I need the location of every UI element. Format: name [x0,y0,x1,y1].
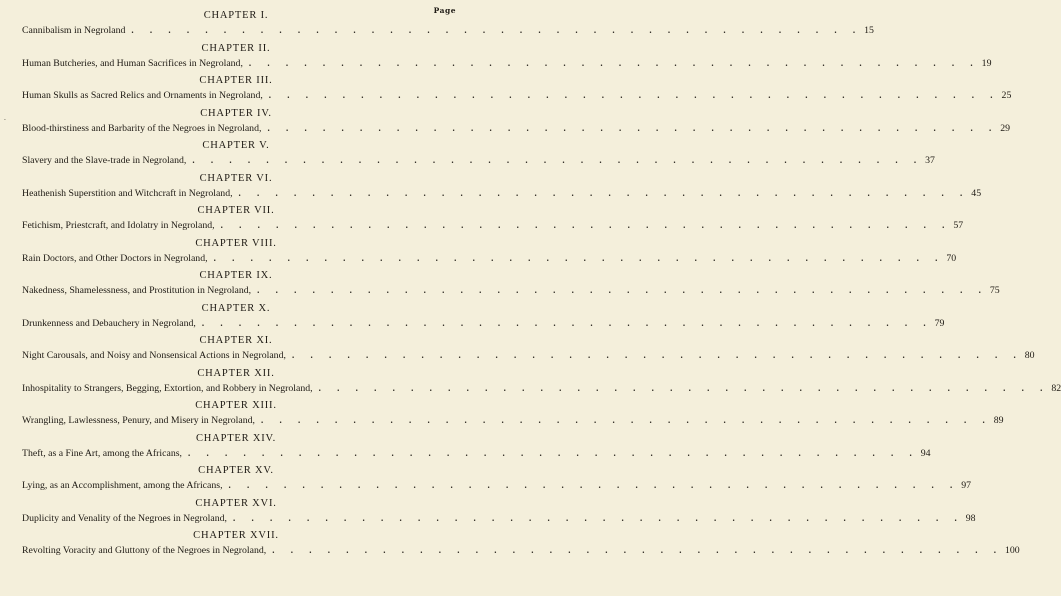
toc-entry[interactable] [22,512,976,524]
chapter-title: Human Skulls as Sacred Relics and Ornaments in Negroland, [22,90,263,101]
chapter-heading: CHAPTER VII. [197,205,275,216]
toc-chapter [0,107,1010,141]
dot-leader: . . . . . . . . . . . . . . . . . . . . . . . . . . . . . . . . . . . . . . . . [228,480,960,490]
toc-entry[interactable] [22,382,1061,394]
toc-entry[interactable] [22,187,982,199]
dot-leader: . . . . . . . . . . . . . . . . . . . . . . . . . . . . . . . . . . . . . . . . [318,382,1050,393]
chapter-heading: CHAPTER XVI. [195,497,277,509]
chapter-title: Duplicity and Venality of the Negroes in Negroland, [22,512,227,524]
chapter-heading: CHAPTER I. [203,10,269,21]
chapter-heading: CHAPTER X. [201,302,271,314]
toc-chapter [0,75,1012,108]
toc-entry[interactable] [22,415,1004,426]
dot-leader: . . . . . . . . . . . . . . . . . . . . . . . . . . . . . . . . . . . . . . . . [201,317,933,328]
toc-chapter [0,432,931,466]
dot-leader: . . . . . . . . . . . . . . . . . . . . . . . . . . . . . . . . . . . . . . . . [232,512,964,523]
page-number: 70 [946,252,957,264]
toc-entry[interactable] [22,350,1035,361]
toc-entry[interactable] [22,57,992,69]
toc-entry[interactable] [22,122,1010,134]
chapter-title: Nakedness, Shamelessness, and Prostitution in Negroland, [22,285,252,296]
chapter-heading: CHAPTER II. [201,42,271,54]
toc-chapter [0,140,935,173]
toc-chapter [0,465,972,498]
toc-chapter [0,270,1000,303]
chapter-title: Drunkenness and Debauchery in Negroland, [22,317,196,329]
page-number: 29 [1000,122,1010,134]
chapter-heading: CHAPTER XII. [197,367,275,379]
toc-chapter [0,530,1020,563]
chapter-title: Slavery and the Slave-trade in Negroland, [22,155,187,166]
chapter-title: Fetichism, Priestcraft, and Idolatry in Negroland, [22,220,215,231]
chapter-title: Theft, as a Fine Art, among the Africans, [22,447,182,459]
page-number: 100 [1005,545,1020,556]
margin-mark: · [4,117,6,124]
page-number: 45 [971,187,982,199]
dot-leader: . . . . . . . . . . . . . . . . . . . . . . . . . . . . . . . . . . . . . . . . [272,545,1003,555]
chapter-heading: CHAPTER XI. [199,335,273,346]
dot-leader: . . . . . . . . . . . . . . . . . . . . . . . . . . . . . . . . . . . . . . . . [248,57,980,68]
toc-entry[interactable] [22,252,957,264]
toc-chapter [0,237,957,271]
chapter-heading: CHAPTER IX. [199,270,273,281]
chapter-title: Heathenish Superstition and Witchcraft in Negroland, [22,187,233,199]
page-number: 89 [993,415,1004,426]
toc-chapter [0,497,976,531]
chapter-heading: CHAPTER XVII. [193,530,279,541]
toc-entry[interactable] [22,90,1012,101]
page-number: 37 [925,155,935,166]
chapter-title: Cannibalism in Negroland [22,25,126,36]
page-number: 98 [965,512,976,524]
dot-leader: . . . . . . . . . . . . . . . . . . . . . . . . . . . . . . . . . . . . . . . . [267,122,999,133]
page-number: 79 [934,317,945,329]
toc-chapter [0,205,964,238]
chapter-heading: CHAPTER XV. [198,465,274,476]
page-number: 15 [864,25,874,36]
chapter-heading: CHAPTER IV. [200,107,272,119]
page-number: 57 [953,220,964,231]
chapter-heading: CHAPTER V. [202,140,270,151]
toc-entry[interactable] [22,545,1020,556]
chapter-title: Human Butcheries, and Human Sacrifices in Negroland, [22,57,243,69]
chapter-title: Inhospitality to Strangers, Begging, Extortion, and Robbery in Negroland, [22,382,313,394]
toc-chapter [0,10,874,43]
chapter-heading: CHAPTER XIII. [195,400,277,411]
chapter-title: Lying, as an Accomplishment, among the Africans, [22,480,223,491]
table-of-contents [0,10,1061,563]
page-number: 25 [1001,90,1012,101]
toc-entry[interactable] [22,220,964,231]
toc-entry[interactable] [22,25,874,36]
page-column-label: Page [433,6,456,15]
toc-chapter [0,172,982,206]
dot-leader: . . . . . . . . . . . . . . . . . . . . . . . . . . . . . . . . . . . . . . . . [187,447,919,458]
chapter-title: Wrangling, Lawlessness, Penury, and Misery in Negroland, [22,415,255,426]
page-number: 75 [989,285,1000,296]
toc-chapter [0,367,1061,401]
dot-leader: . . . . . . . . . . . . . . . . . . . . . . . . . . . . . . . . . . . . . . . . [238,187,970,198]
chapter-heading: CHAPTER XIV. [196,432,276,444]
toc-entry[interactable] [22,155,935,166]
dot-leader: . . . . . . . . . . . . . . . . . . . . . . . . . . . . . . . . . . . . . . . . [257,285,988,295]
toc-chapter [0,302,945,336]
page-number: 19 [981,57,992,69]
page-number: 97 [961,480,972,491]
chapter-title: Night Carousals, and Noisy and Nonsensical Actions in Negroland, [22,350,286,361]
chapter-heading: CHAPTER VI. [199,172,273,184]
chapter-heading: CHAPTER VIII. [195,237,277,249]
chapter-title: Rain Doctors, and Other Doctors in Negroland, [22,252,208,264]
toc-entry[interactable] [22,447,931,459]
toc-chapter [0,42,992,76]
dot-leader: . . . . . . . . . . . . . . . . . . . . . . . . . . . . . . . . . . . . . . . . [268,90,1000,100]
dot-leader: . . . . . . . . . . . . . . . . . . . . . . . . . . . . . . . . . . . . . . . . [291,350,1023,360]
chapter-heading: CHAPTER III. [199,75,273,86]
toc-chapter [0,400,1004,433]
page-number: 94 [920,447,931,459]
dot-leader: . . . . . . . . . . . . . . . . . . . . . . . . . . . . . . . . . . . . . . . . [220,220,952,230]
page-number: 80 [1024,350,1035,361]
toc-entry[interactable] [22,480,972,491]
chapter-title: Revolting Voracity and Gluttony of the Negroes in Negroland, [22,545,267,556]
chapter-title: Blood-thirstiness and Barbarity of the Negroes in Negroland, [22,122,262,134]
page-number: 82 [1051,382,1061,394]
toc-entry[interactable] [22,285,1000,296]
dot-leader: . . . . . . . . . . . . . . . . . . . . . . . . . . . . . . . . . . . . . . . . [213,252,945,263]
toc-chapter [0,335,1035,368]
toc-entry[interactable] [22,317,945,329]
dot-leader: . . . . . . . . . . . . . . . . . . . . . . . . . . . . . . . . . . . . . . . . [260,415,992,425]
dot-leader: . . . . . . . . . . . . . . . . . . . . . . . . . . . . . . . . . . . . . . . . [192,155,924,165]
dot-leader: . . . . . . . . . . . . . . . . . . . . . . . . . . . . . . . . . . . . . . . . [131,25,863,35]
